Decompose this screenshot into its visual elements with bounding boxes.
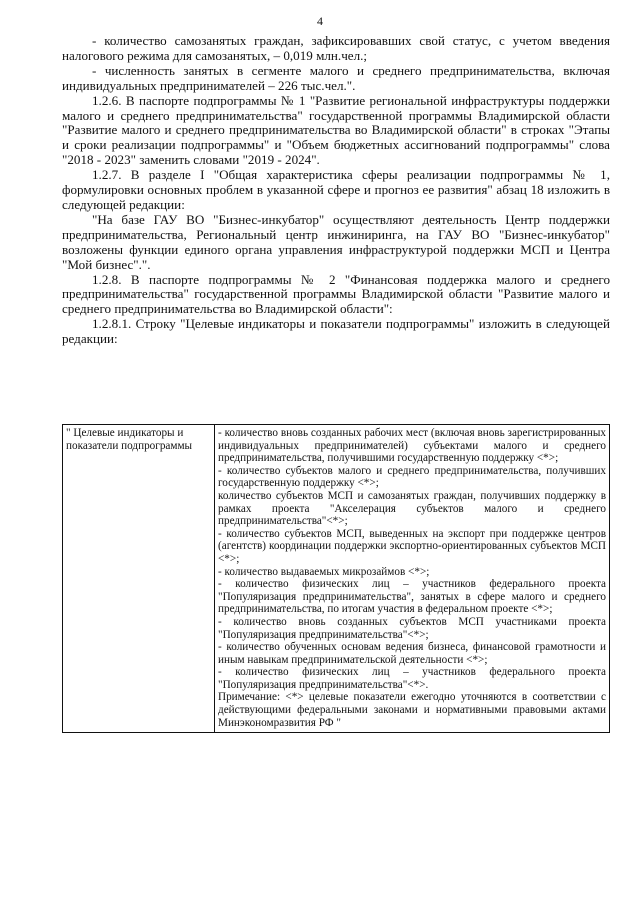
table-label-cell: " Целевые индикаторы и показатели подпрограммы	[63, 425, 215, 733]
list-item: - количество субъектов малого и среднего предпринимательства, получивших государственную поддержку <*>;	[218, 464, 606, 490]
list-item: - количество вновь созданных субъектов МСП участниками проекта "Популяризация предпринимательства"<*>;	[218, 615, 606, 641]
table-items-cell	[215, 425, 610, 733]
page-number: 4	[317, 14, 323, 28]
paragraph: 1.2.7. В разделе I "Общая характеристика сферы реализации подпрограммы № 1, формулировки основных проблем в указанной сфере и прогноз ее развития" абзац 18 изложить в следующей редакции:	[62, 167, 610, 212]
list-item: - количество вновь созданных рабочих мест (включая вновь зарегистрированных индивидуальных предпринимателей) субъектами малого и среднего предпринимательства, получившими государственную поддержку <*>;	[218, 427, 606, 465]
list-item: количество субъектов МСП и самозанятых граждан, получивших поддержку в рамках проекта "Акселерация субъектов малого и среднего предпринимательства"<*>;	[218, 489, 606, 528]
paragraph: 1.2.8.1. Строку "Целевые индикаторы и показатели подпрограммы" изложить в следующей редакции:	[62, 316, 610, 347]
paragraph: 1.2.8. В паспорте подпрограммы № 2 "Финансовая поддержка малого и среднего предпринимательства" государственной программы Владимирской области "Развитие малого и среднего предпринимательства во Владимирской области":	[62, 271, 610, 317]
document-body	[62, 34, 610, 347]
paragraph: - численность занятых в сегменте малого и среднего предпринимательства, включая индивидуальных предпринимателей – 226 тыс.чел.".	[62, 62, 610, 93]
table-note: Примечание: <*> целевые показатели ежегодно уточняются в соответствии с действующими федеральными законами и нормативными правовыми актами Минэкономразвития РФ "	[218, 691, 606, 729]
list-item: - количество физических лиц – участников федерального проекта "Популяризация предпринимательства", занятых в сфере малого и среднего предпринимательства, по итогам участия в федеральном проекте <*>;	[218, 578, 606, 616]
indicators-table	[62, 424, 610, 733]
list-item: - количество субъектов МСП, выведенных на экспорт при поддержке центров (агентств) координации поддержки экспортно-ориентированных субъектов МСП <*>;	[218, 527, 606, 565]
table-row	[63, 425, 610, 733]
list-item: - количество физических лиц – участников федерального проекта "Популяризация предпринимательства"<*>.	[218, 666, 606, 691]
list-item: - количество выдаваемых микрозаймов <*>;	[218, 565, 430, 578]
paragraph: - количество самозанятых граждан, зафиксировавших свой статус, с учетом введения налогового режима для самозанятых, – 0,019 млн.чел.;	[62, 33, 610, 63]
paragraph: "На базе ГАУ ВО "Бизнес-инкубатор" осуществляют деятельность Центр поддержки предпринимательства, Региональный центр инжиниринга, на ГАУ ВО "Бизнес-инкубатор" возложены функции единого органа управления инфраструктурой поддержки МСП и Центра "Мой бизнес".".	[62, 211, 610, 272]
list-item: - количество обученных основам ведения бизнеса, финансовой грамотности и иным навыкам предпринимательской деятельности <*>;	[218, 641, 606, 666]
paragraph: 1.2.6. В паспорте подпрограммы № 1 "Развитие региональной инфраструктуры поддержки малого и среднего предпринимательства" государственной программы Владимирской области "Развитие малого и среднего предпринимательства во Владимирской области" в строках "Этапы и сроки реализации подпрограммы" и "Объем бюджетных ассигнований подпрограммы" слова "2018 - 2023" заменить словами "2019 - 2024".	[62, 92, 610, 168]
